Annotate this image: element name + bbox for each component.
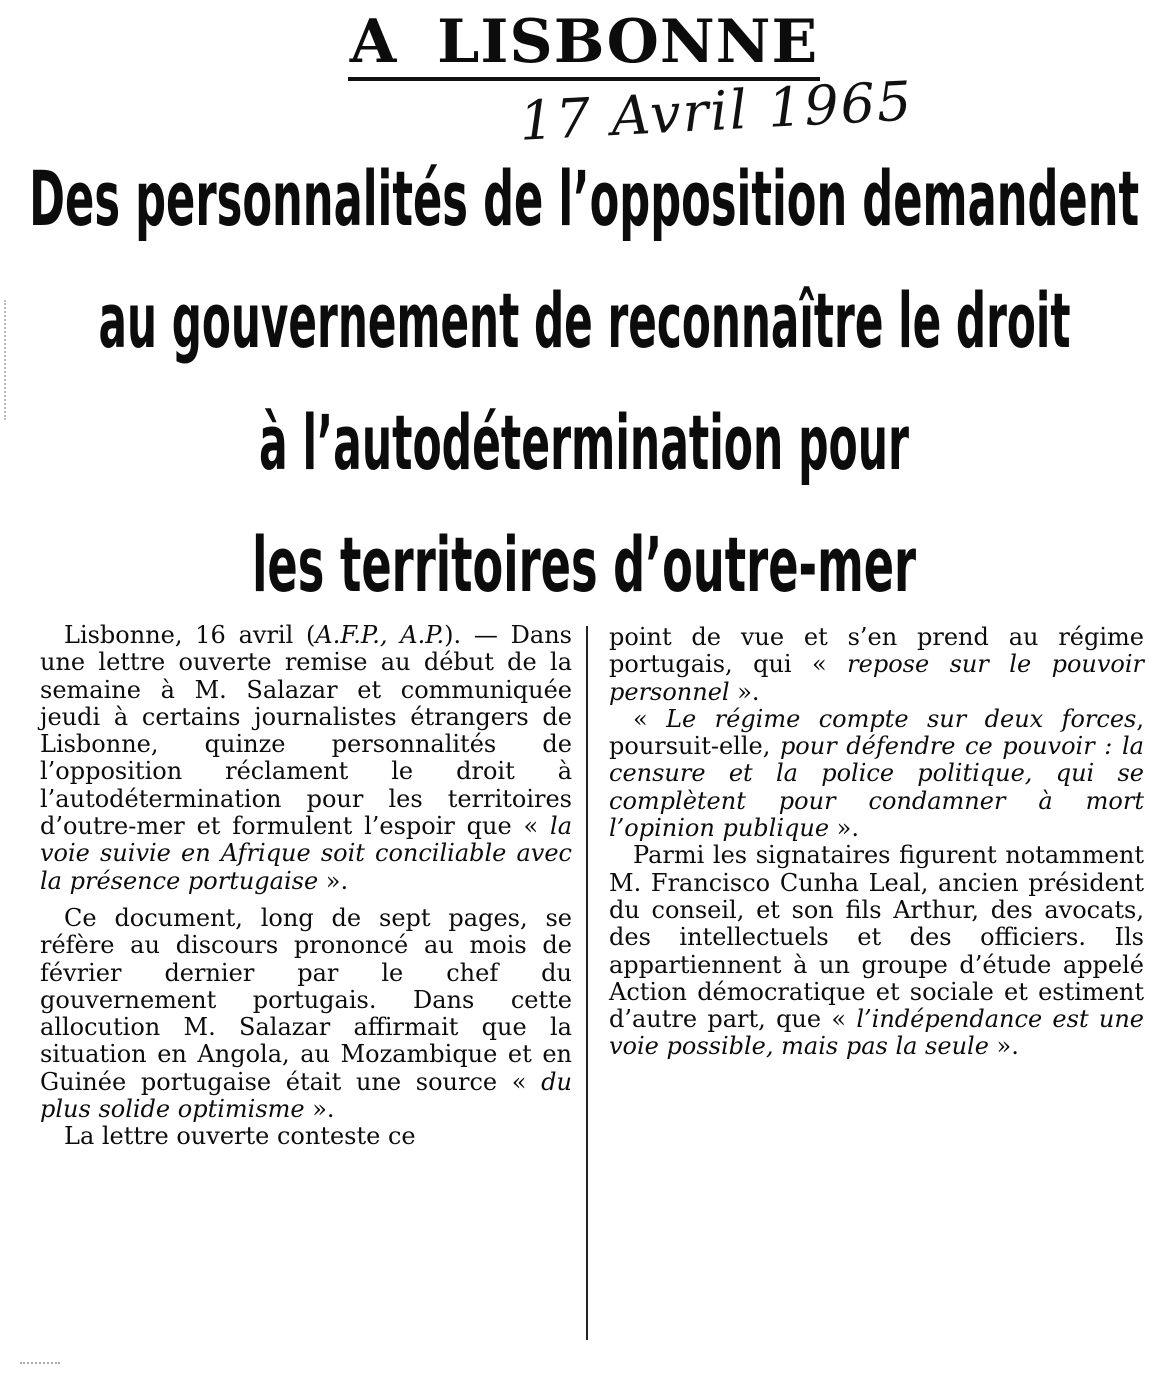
paragraph: Lisbonne, 16 avril (A.F.P., A.P.). — Dans une lettre ouverte remise au début de la semaine à M. Salazar et communiquée jeudi à certains journalistes étrangers de Lisbonne, quinze personnalités de l’opposition réclament le droit à l’autodétermination pour les territoires d’outre-mer et formulent l’espoir que « la voie suivie en Afrique soit conciliable avec la présence portugaise ». <box>40 621 572 895</box>
section-kicker <box>0 4 1168 80</box>
headline-line: au gouvernement de reconnaître le droit <box>98 276 1071 365</box>
headline <box>0 138 1168 626</box>
paragraph: point de vue et s’en prend au régime portugais, qui « repose sur le pouvoir personnel ». <box>609 623 1145 706</box>
article-column-right <box>609 624 1144 1061</box>
handwritten-date: 17 Avril 1965 <box>517 69 915 153</box>
headline-line: les territoires d’outre-mer <box>251 520 916 609</box>
headline-line: à l’autodétermination pour <box>259 398 909 487</box>
paragraph: « Le régime compte sur deux forces, poursuit-elle, pour défendre ce pouvoir : la censure et la police politique, qui se complètent pour condamner à mort l’opinion publique ». <box>609 704 1145 843</box>
kicker-text: A LISBONNE <box>348 7 821 81</box>
scan-speck <box>20 1362 60 1366</box>
paragraph: Parmi les signataires figurent notamment M. Francisco Cunha Leal, ancien président du conseil, et son fils Arthur, des avocats, des intellectuels et des officiers. Ils appartiennent à un groupe d’étude appelé Action démocratique et sociale et estiment d’autre part, que « l’indépendance est une voie possible, mais pas la seule ». <box>609 841 1144 1061</box>
paragraph: La lettre ouverte conteste ce <box>64 1122 416 1151</box>
column-divider <box>586 626 588 1340</box>
paragraph: Ce document, long de sept pages, se réfère au discours prononcé au mois de février dernier par le chef du gouvernement portugais. Dans cette allocution M. Salazar affirmait que la situation en Angola, au Mozambique et en Guinée portugaise était une source « du plus solide optimisme ». <box>40 903 572 1124</box>
headline-line: Des personnalités de l’opposition demandent <box>29 154 1140 243</box>
article-column-left <box>40 622 572 1151</box>
